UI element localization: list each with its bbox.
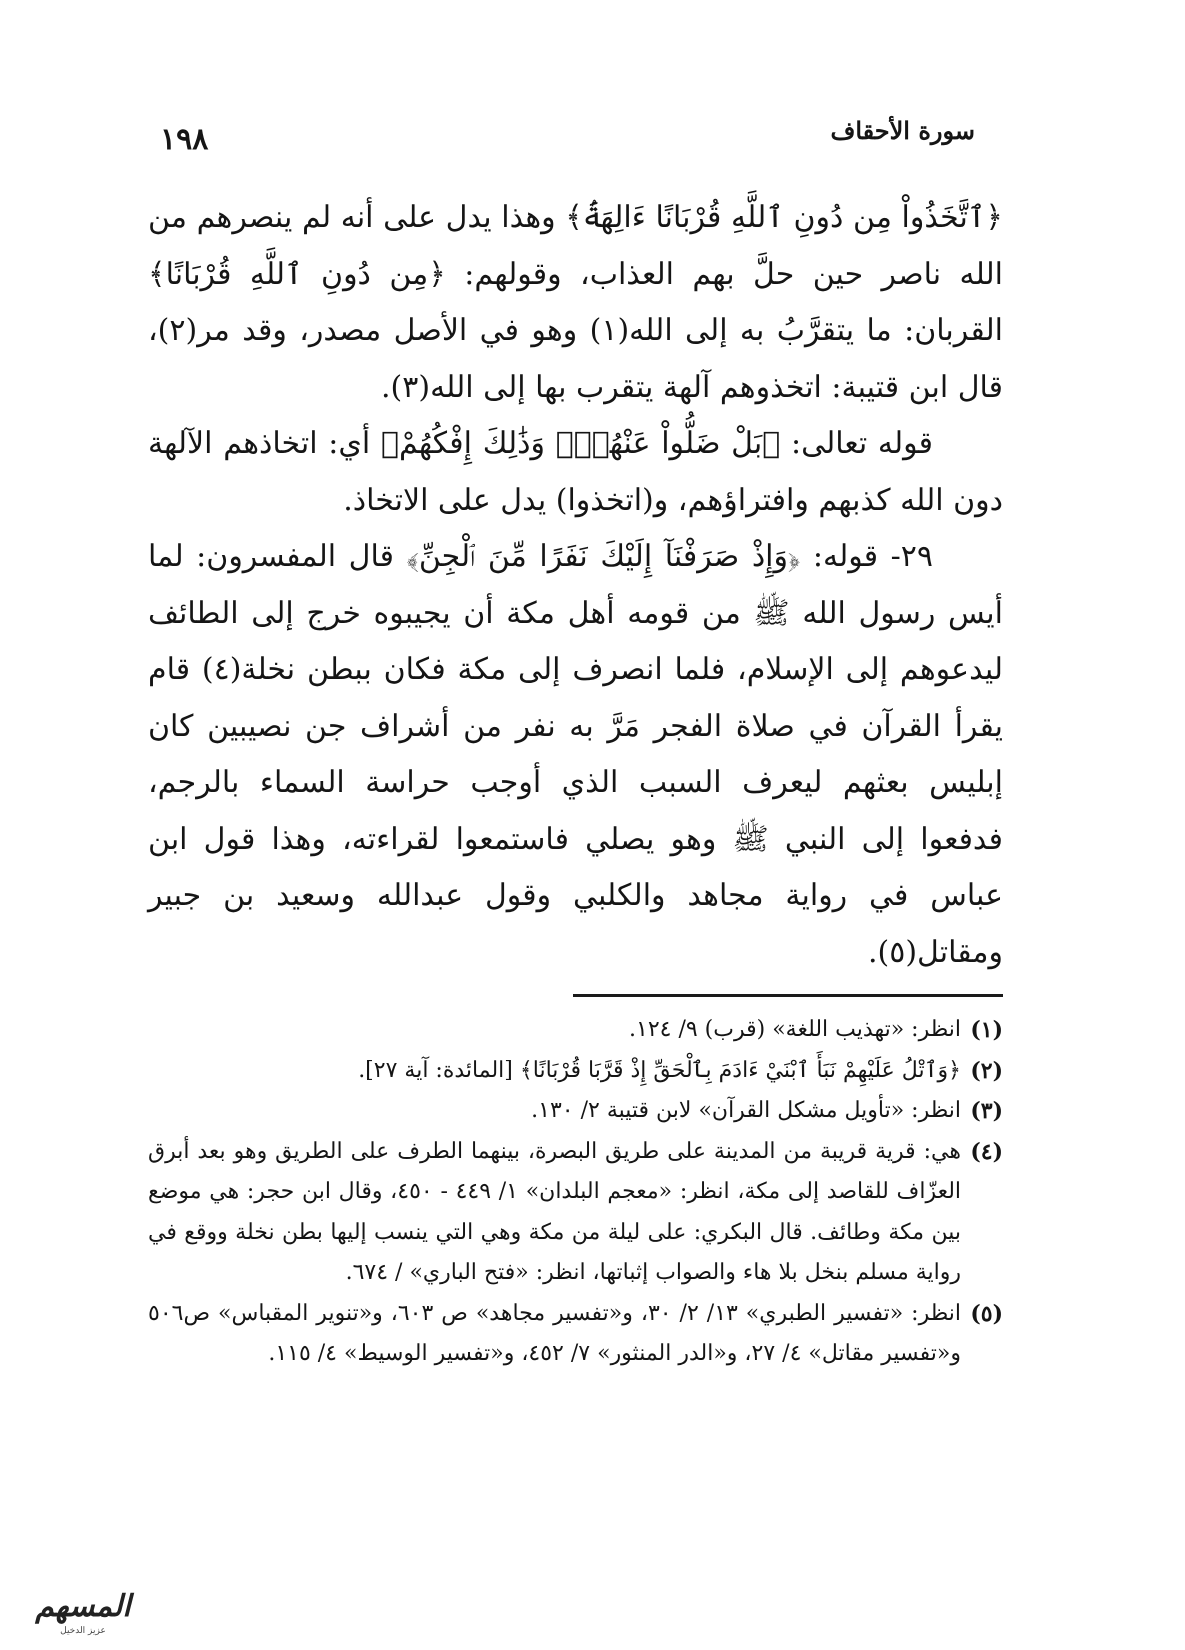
- footnote-separator: [573, 994, 1003, 997]
- footnote-text: ﴿وَٱتْلُ عَلَيْهِمْ نَبَأَ ٱبْنَيْ ءَادَمَ بِٱلْحَقِّ إِذْ قَرَّبَا قُرْبَانًا﴾ [المائدة: آية ٢٧].: [358, 1057, 961, 1083]
- paragraph: قوله تعالى: ﴿بَلْ ضَلُّواْ عَنْهُمْۚ وَذَٰلِكَ إِفْكُهُمْ﴾ أي: اتخاذهم الآلهة دون الله كذبهم وافتراؤهم، و(اتخذوا) يدل على الاتخاذ.: [148, 426, 1003, 518]
- paragraph: ٢٩- قوله: ﴿وَإِذْ صَرَفْنَآ إِلَيْكَ نَفَرًا مِّنَ ٱلْجِنِّ﴾ قال المفسرون: لما أيس رسول الله ﷺ من قومه أهل مكة أن يجيبوه خرج إلى الطائف ليدعوهم إلى الإسلام، فلما انصرف إلى مكة فكان ببطن نخلة(٤) قام يقرأ القرآن في صلاة الفجر مَرَّ به نفر من أشراف جن نصيبين كان إبليس بعثهم ليعرف السبب الذي أوجب حراسة السماء بالرجم، فدفعوا إلى النبي ﷺ وهو يصلي فاستمعوا لقراءته، وهذا قول ابن عباس في رواية مجاهد والكلبي وقول عبدالله وسعيد بن جبير ومقاتل(٥).: [148, 539, 1004, 970]
- footnote: [148, 1051, 1003, 1092]
- footnote-number: (٤): [970, 1138, 1003, 1165]
- logo-subtext: عزيز الدخيل: [60, 1626, 106, 1636]
- footnote-number: (٢): [970, 1057, 1003, 1084]
- footnote-number: (١): [970, 1017, 1003, 1043]
- footnote: [148, 1091, 1003, 1132]
- footnote: [148, 1010, 1003, 1051]
- footnote-text: انظر: «تفسير الطبري» ١٣/ ٢/ ٣٠، و«تفسير مجاهد» ص ٦٠٣، و«تنوير المقباس» ص٥٠٦ و«تفسير مقاتل» ٤/ ٢٧، و«الدر المنثور» ٧/ ٤٥٢، و«تفسير الوسيط» ٤/ ١١٥.: [148, 1300, 962, 1366]
- page-number: ١٩٨: [160, 122, 209, 157]
- footnotes: [148, 1010, 1003, 1375]
- footnote-text: انظر: «تهذيب اللغة» (قرب) ٩/ ١٢٤.: [629, 1017, 961, 1042]
- main-text: [148, 190, 1003, 981]
- logo-text: المسهم: [35, 1589, 131, 1624]
- footnote-text: هي: قرية قريبة من المدينة على طريق البصرة، بينهما الطرف على الطريق وهو بعد أبرق العزّاف للقاصد إلى مكة، انظر: «معجم البلدان» ١/ ٤٤٩ - ٤٥٠، وقال ابن حجر: هي موضع بين مكة وطائف. قال البكري: على ليلة من مكة وهي التي ينسب إليها بطن نخلة ووقع في رواية مسلم بنخل بلا هاء والصواب إثباتها، انظر: «فتح الباري» / ٦٧٤.: [148, 1138, 962, 1285]
- footnote: [148, 1294, 1003, 1375]
- footnote-text: انظر: «تأويل مشكل القرآن» لابن قتيبة ٢/ ١٣٠.: [531, 1098, 961, 1123]
- paragraph: ﴿ٱتَّخَذُواْ مِن دُونِ ٱللَّهِ قُرْبَانًا ءَالِهَةَۢ﴾ وهذا يدل على أنه لم ينصرهم من الله ناصر حين حلَّ بهم العذاب، وقولهم: ﴿مِن دُونِ ٱللَّهِ قُرْبَانًا﴾ القربان: ما يتقرَّبُ به إلى الله(١) وهو في الأصل مصدر، وقد مر(٢)، قال ابن قتيبة: اتخذوهم آلهة يتقرب بها إلى الله(٣).: [148, 200, 1003, 405]
- footnote-number: (٣): [970, 1098, 1003, 1124]
- publisher-logo: [18, 1590, 148, 1640]
- footnote: [148, 1132, 1003, 1294]
- surah-title: سورة الأحقاف: [830, 116, 975, 145]
- page-header: [160, 108, 975, 157]
- footnote-number: (٥): [970, 1300, 1003, 1327]
